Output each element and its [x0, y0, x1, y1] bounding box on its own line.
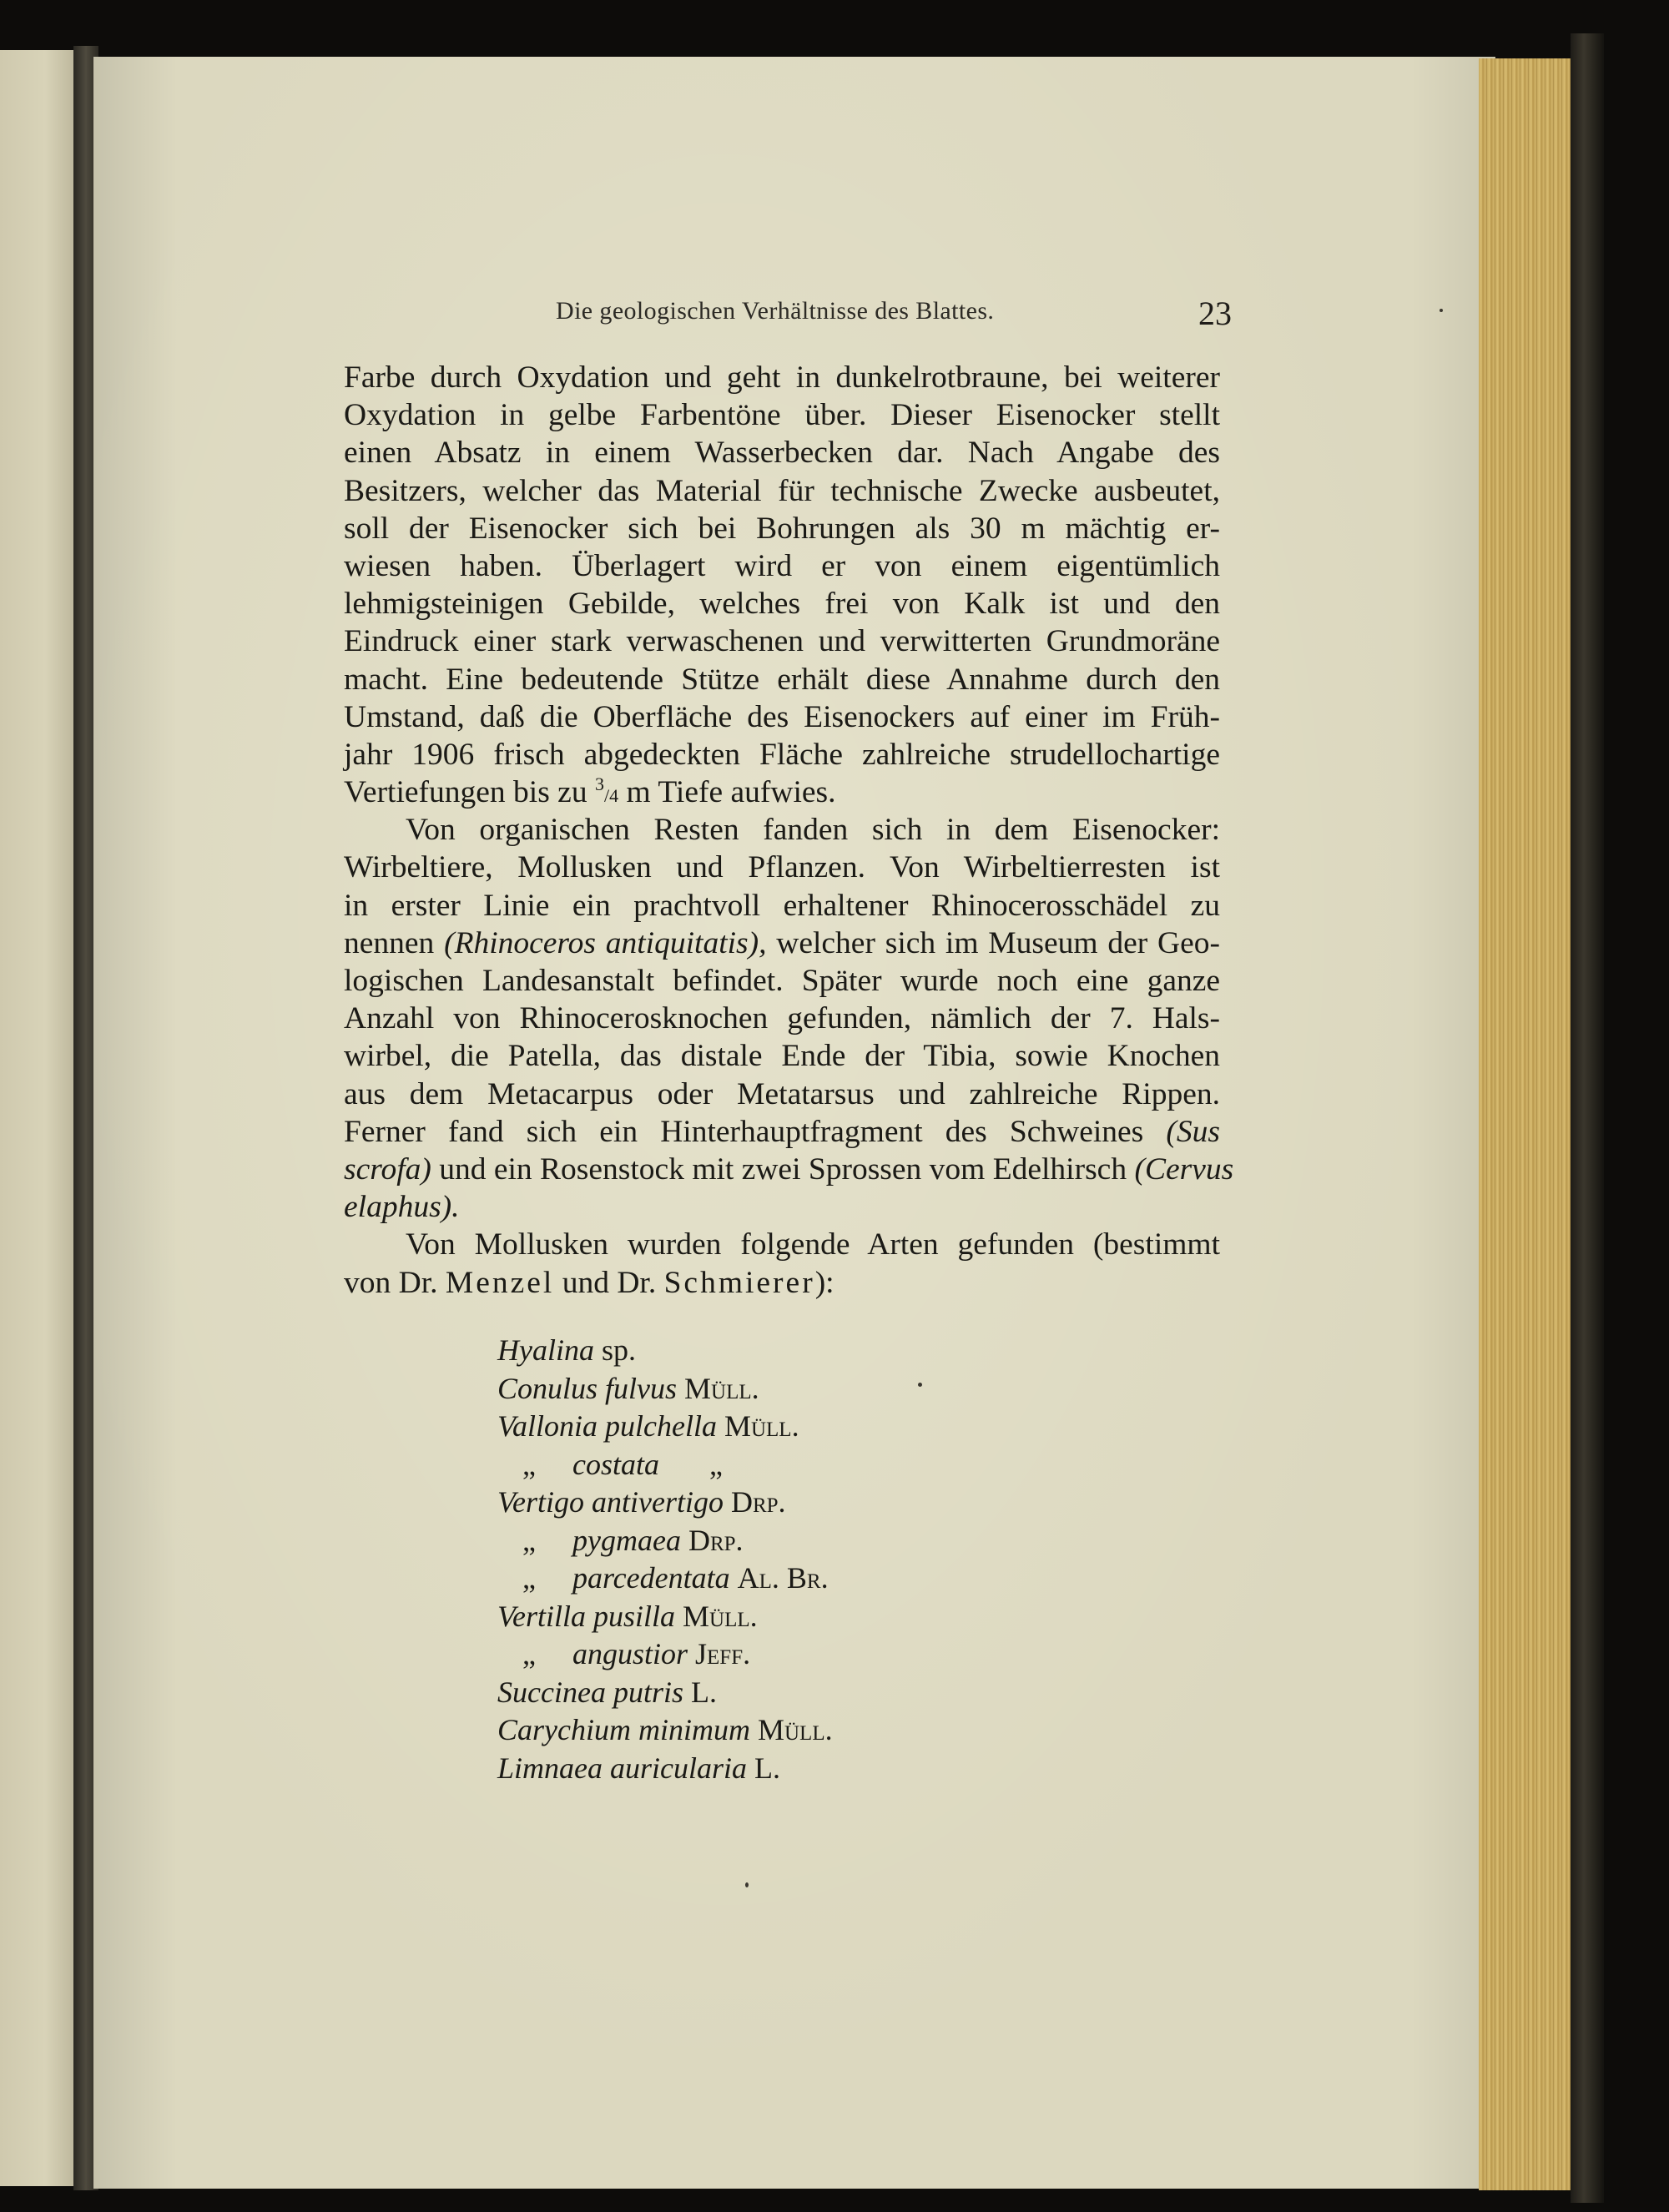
text-line: logischen Landesanstalt befindet. Später wurde noch eine ganze [344, 964, 1220, 998]
text-line: Eindruck einer stark verwaschenen und verwitterten Grundmoräne [344, 624, 1220, 659]
text-fragment: welcher sich im Museum der Geo- [766, 925, 1220, 960]
species-name: Limnaea auricularia [497, 1751, 748, 1785]
text-line: soll der Eisenocker sich bei Bohrungen als 30 m mächtig er- [344, 511, 1220, 546]
text-line: Besitzers, welcher das Material für technische Zwecke ausbeutet, [344, 473, 1220, 508]
text-line [344, 1264, 1220, 1302]
text-fragment: und ein Rosenstock mit zwei Sprossen vom Edelhirsch [431, 1151, 1135, 1187]
species-name: Vallonia pulchella [497, 1409, 717, 1443]
species-author: Müll. [684, 1371, 759, 1405]
fraction-denominator: /4 [603, 785, 619, 807]
species-item [497, 1750, 1082, 1788]
text-line [344, 773, 1220, 811]
text-line: einen Absatz in einem Wasserbecken dar. Nach Angabe des [344, 436, 1220, 471]
text-line: in erster Linie ein prachtvoll erhaltener Rhinocerosschädel zu [344, 888, 1220, 923]
text-line [344, 925, 1220, 962]
species-name: angustior [572, 1637, 688, 1670]
text-fragment: nennen [344, 925, 445, 960]
text-line [344, 1113, 1220, 1151]
species-author: Drp. [730, 1485, 786, 1519]
text-fragment: m Tiefe aufwies. [618, 775, 836, 810]
book-cover-edge [1571, 33, 1604, 2203]
fraction-numerator: 3 [594, 773, 604, 795]
species-ref: (Rhinoceros antiquitatis), [444, 925, 767, 960]
species-name: pygmaea [572, 1523, 681, 1557]
page-number: 23 [1198, 295, 1232, 332]
species-item [497, 1370, 1082, 1408]
species-name: Vertigo antivertigo [497, 1485, 724, 1519]
species-author: L. [754, 1751, 781, 1785]
species-name: Conulus fulvus [497, 1371, 678, 1405]
species-item [497, 1522, 1082, 1560]
text-fragment: von Dr. [344, 1265, 446, 1300]
species-item [497, 1559, 1082, 1598]
species-item [497, 1484, 1082, 1522]
ditto-mark: „ [522, 1637, 536, 1670]
text-line [344, 1151, 1234, 1188]
ditto-mark: „ [522, 1561, 536, 1595]
species-author: Drp. [688, 1523, 744, 1557]
species-author: sp. [601, 1333, 636, 1367]
species-name: parcedentata [572, 1561, 730, 1595]
species-ref: (Cervus [1134, 1151, 1234, 1187]
species-item [497, 1408, 1082, 1446]
species-item [497, 1674, 1082, 1712]
species-name: Hyalina [497, 1333, 594, 1367]
text-line: wirbel, die Patella, das distale Ende der Tibia, sowie Knochen [344, 1039, 1220, 1074]
species-author: Müll. [757, 1713, 833, 1746]
species-item [497, 1332, 1082, 1370]
text-line: wiesen haben. Überlagert wird er von einem eigentümlich [344, 548, 1220, 583]
text-line: Von Mollusken wurden folgende Arten gefunden (bestimmt [406, 1227, 1220, 1262]
running-title: Die geologischen Verhältnisse des Blattes. [556, 297, 995, 325]
author-name: Menzel [445, 1265, 555, 1300]
species-item [497, 1446, 1082, 1484]
text-fragment: und Dr. [554, 1265, 664, 1300]
text-line: Wirbeltiere, Mollusken und Pflanzen. Von Wirbeltierresten ist [344, 850, 1220, 885]
species-name: Vertilla pusilla [497, 1599, 676, 1633]
running-head [344, 297, 1237, 339]
species-item [497, 1711, 1082, 1750]
species-name: costata [572, 1447, 659, 1481]
page-stack-edge [1479, 58, 1571, 2190]
species-ref: scrofa) [344, 1151, 431, 1187]
scan-speck [1440, 309, 1443, 312]
author-name: Schmierer [663, 1265, 815, 1300]
species-author: Müll. [724, 1409, 799, 1443]
scan-speck [918, 1383, 922, 1387]
text-line: macht. Eine bedeutende Stütze erhält diese Annahme durch den [344, 662, 1220, 697]
species-item [497, 1598, 1082, 1636]
species-list [497, 1332, 1082, 1787]
species-author: Jeff. [695, 1637, 751, 1670]
text-line [344, 1188, 1220, 1226]
species-author: Müll. [683, 1599, 758, 1633]
ditto-mark: „ [522, 1447, 536, 1481]
species-item [497, 1635, 1082, 1674]
text-fragment: Vertiefungen bis zu [344, 775, 595, 810]
left-page-edge [0, 50, 75, 2186]
species-name: Succinea putris [497, 1675, 683, 1709]
text-fragment: ): [814, 1265, 834, 1300]
text-line: Umstand, daß die Oberfläche des Eisenockers auf einer im Früh- [344, 699, 1220, 734]
ditto-mark: „ [522, 1523, 536, 1557]
text-line: Von organischen Resten fanden sich in dem Eisenocker: [406, 813, 1220, 848]
species-author: Al. Br. [737, 1561, 829, 1595]
scan-speck [745, 1882, 749, 1887]
text-line: Oxydation in gelbe Farbentöne über. Dieser Eisenocker stellt [344, 398, 1220, 433]
text-line: Anzahl von Rhinocerosknochen gefunden, nämlich der 7. Hals- [344, 1001, 1220, 1036]
text-line: jahr 1906 frisch abgedeckten Fläche zahlreiche strudellochartige [344, 737, 1220, 772]
text-line: Farbe durch Oxydation und geht in dunkelrotbraune, bei weiterer [344, 360, 1220, 395]
species-ref: (Sus [1166, 1114, 1220, 1149]
body-text [344, 359, 1234, 1302]
species-name: Carychium minimum [497, 1713, 750, 1746]
text-fragment: Ferner fand sich ein Hinterhauptfragment des Schweines [344, 1114, 1167, 1149]
species-ref: elaphus). [344, 1190, 460, 1225]
ditto-mark: „ [709, 1447, 723, 1481]
species-author: L. [690, 1675, 717, 1709]
text-line: lehmigsteinigen Gebilde, welches frei von Kalk ist und den [344, 587, 1220, 622]
text-line: aus dem Metacarpus oder Metatarsus und zahlreiche Rippen. [344, 1076, 1220, 1111]
